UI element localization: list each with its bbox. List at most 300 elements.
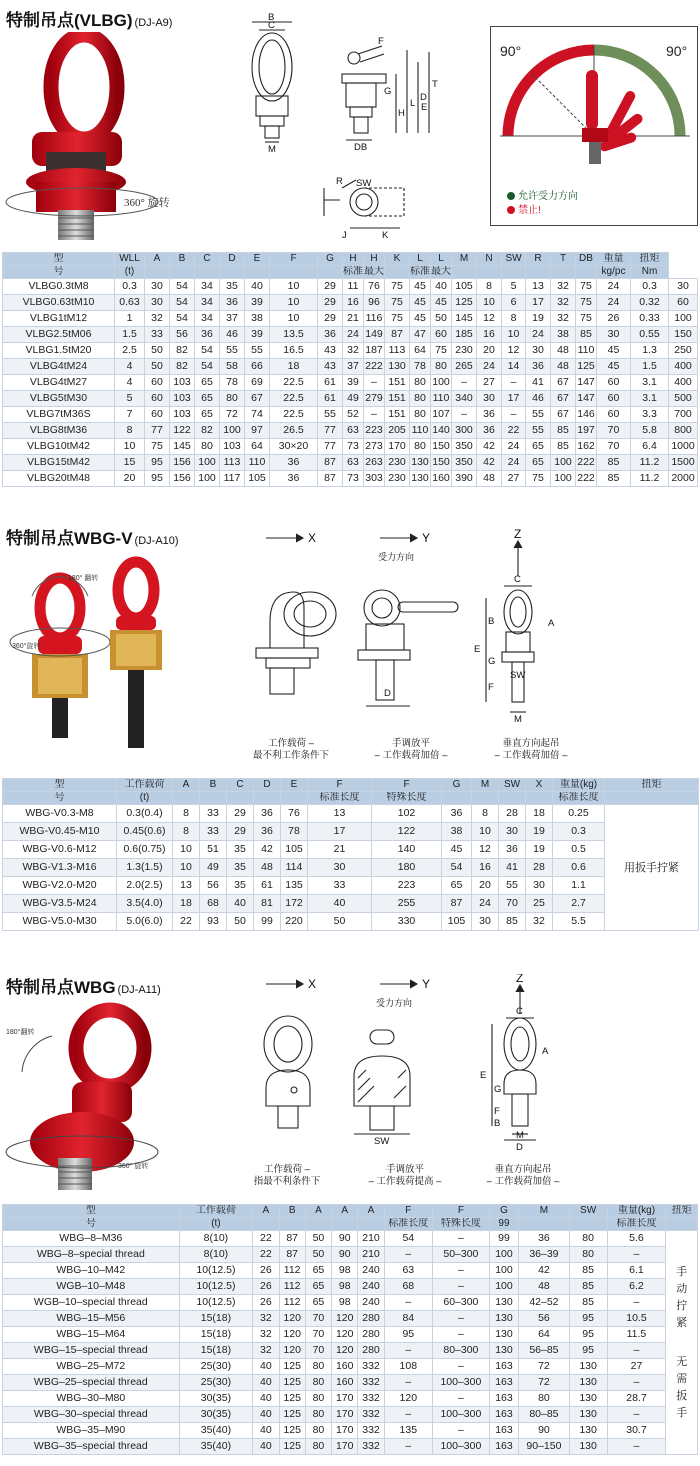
- table-cell: VLBG15tM42: [3, 455, 115, 471]
- table-cell: 24: [502, 455, 526, 471]
- header-cell: E: [245, 253, 270, 266]
- rotate-label: 360° 旋转: [124, 197, 170, 209]
- table-cell: 151: [385, 391, 410, 407]
- table-cell: 8: [472, 805, 499, 823]
- table-cell: 54: [195, 343, 220, 359]
- table-cell: 42: [477, 439, 502, 455]
- table-cell: 32: [551, 311, 576, 327]
- table-cell: 48: [551, 359, 576, 375]
- table-cell: 45: [431, 295, 452, 311]
- table-cell: 125: [279, 1359, 305, 1375]
- table-cell: 332: [358, 1375, 384, 1391]
- table-cell: 30: [669, 279, 698, 295]
- table-cell: 80–85: [519, 1407, 569, 1423]
- table-cell: 73: [343, 439, 364, 455]
- table-row: [3, 877, 699, 895]
- section3-code: (DJ-A11): [117, 984, 161, 996]
- table-cell: 36: [477, 407, 502, 423]
- table-cell: 56: [200, 877, 227, 895]
- table-row: [3, 859, 699, 877]
- table-cell: 3.3: [631, 407, 669, 423]
- table-cell: 55: [499, 877, 526, 895]
- table-cell: 130: [569, 1359, 607, 1375]
- table-cell: 56–85: [519, 1343, 569, 1359]
- table-cell: 40: [308, 895, 372, 913]
- table-cell: 29: [318, 279, 343, 295]
- header-subcell: [253, 1218, 279, 1231]
- table-cell: 22.5: [270, 375, 318, 391]
- table-cell: 110: [576, 343, 597, 359]
- dim-C: C: [268, 20, 275, 31]
- table-cell: 36: [442, 805, 472, 823]
- header-subcell: [452, 266, 477, 279]
- table-cell: WBG-V0.45-M10: [3, 823, 117, 841]
- table-row: [3, 359, 698, 375]
- table-row: [3, 1247, 698, 1263]
- table-cell: 85: [551, 423, 576, 439]
- table-cell: 265: [452, 359, 477, 375]
- dir2-x: X: [308, 531, 317, 545]
- table-cell: –: [433, 1327, 490, 1343]
- table-cell: 36: [499, 841, 526, 859]
- table-cell: VLBG10tM42: [3, 439, 115, 455]
- table-cell: 22.5: [270, 391, 318, 407]
- table-cell: 300: [452, 423, 477, 439]
- table-cell: 24: [343, 327, 364, 343]
- table-cell: 170: [385, 439, 410, 455]
- header-cell: 重量(kg): [553, 779, 605, 792]
- header-cell: A: [305, 1205, 331, 1218]
- table-cell: 99: [489, 1231, 518, 1247]
- table3-header-row2: [3, 1218, 698, 1231]
- table-cell: –: [433, 1279, 490, 1295]
- table-cell: 72: [220, 407, 245, 423]
- table-row: [3, 471, 698, 487]
- table-cell: 32: [253, 1327, 279, 1343]
- table-cell: 80: [569, 1247, 607, 1263]
- table-row: [3, 1231, 698, 1247]
- table-cell: 75: [385, 311, 410, 327]
- table-cell: 146: [576, 407, 597, 423]
- table-cell: 130: [385, 359, 410, 375]
- table-cell: 135: [281, 877, 308, 895]
- header-subcell: 99: [489, 1218, 518, 1231]
- table-cell: 1500: [669, 455, 698, 471]
- table-cell: 0.3: [553, 823, 605, 841]
- table-cell: VLBG20tM48: [3, 471, 115, 487]
- header-cell: 型: [3, 1205, 180, 1218]
- table-cell: 45: [597, 343, 631, 359]
- dim-R: R: [336, 176, 343, 187]
- table-cell: 205: [385, 423, 410, 439]
- table2-header-row1: [3, 779, 699, 792]
- table-cell: 240: [358, 1279, 384, 1295]
- table-cell: 30: [308, 859, 372, 877]
- table-cell: 147: [576, 391, 597, 407]
- table-cell: 17: [526, 295, 551, 311]
- table-cell: 80–300: [433, 1343, 490, 1359]
- table-cell: 210: [358, 1231, 384, 1247]
- table-cell: 84: [384, 1311, 432, 1327]
- table-cell: 10: [502, 327, 526, 343]
- table2-header-row2: [3, 792, 699, 805]
- table-cell: 10(12.5): [179, 1279, 253, 1295]
- table-row: [3, 311, 698, 327]
- table1-header-row1: [3, 253, 698, 266]
- table-cell: 255: [372, 895, 442, 913]
- table-row: [3, 1343, 698, 1359]
- table-cell: VLBG2.5tM06: [3, 327, 115, 343]
- table-cell: 125: [279, 1439, 305, 1455]
- dim2-F: F: [488, 682, 494, 693]
- table-cell: 54: [170, 295, 195, 311]
- table-cell: 145: [170, 439, 195, 455]
- table-cell: 54: [170, 279, 195, 295]
- table-cell: 85: [597, 471, 631, 487]
- table-cell: VLBG0.3tM8: [3, 279, 115, 295]
- header-cell: G: [442, 779, 472, 792]
- dim3-SW: SW: [374, 1136, 390, 1147]
- table-cell: 16: [343, 295, 364, 311]
- table-cell: 95: [569, 1311, 607, 1327]
- table-cell: 70: [597, 439, 631, 455]
- table-cell: 75: [385, 295, 410, 311]
- table-cell: 67: [245, 391, 270, 407]
- table-cell: 64: [519, 1327, 569, 1343]
- table-cell: 33: [145, 327, 170, 343]
- table-cell: –: [384, 1439, 432, 1455]
- table-cell: 98: [332, 1263, 358, 1279]
- table-cell: 35: [227, 841, 254, 859]
- table-cell: 130: [410, 455, 431, 471]
- table-cell: 100: [551, 471, 576, 487]
- table-cell: 5.6: [607, 1231, 666, 1247]
- table-cell: 24: [477, 359, 502, 375]
- table-cell: 47: [410, 327, 431, 343]
- dim3-G: G: [494, 1084, 502, 1095]
- header-subcell: [666, 1218, 698, 1231]
- table-cell: 6.2: [607, 1279, 666, 1295]
- table-cell: 20: [477, 343, 502, 359]
- table-cell: 42: [477, 455, 502, 471]
- header-cell: G: [318, 253, 343, 266]
- header-subcell: 号: [3, 266, 115, 279]
- dim3-E: E: [480, 1070, 487, 1081]
- table-cell: VLBG4tM27: [3, 375, 115, 391]
- table-cell: 19: [526, 311, 551, 327]
- header-cell: B: [279, 1205, 305, 1218]
- table-cell: 100–300: [433, 1407, 490, 1423]
- table-cell: 10: [173, 859, 200, 877]
- table-cell: 90: [332, 1247, 358, 1263]
- table-cell: 24: [526, 327, 551, 343]
- table-cell: WBG-V0.3-M8: [3, 805, 117, 823]
- table-cell: 10: [270, 295, 318, 311]
- vlbg-technical-drawing: [232, 12, 472, 240]
- table-cell: 60: [145, 375, 170, 391]
- table-cell: 20: [472, 877, 499, 895]
- table-cell: 116: [364, 311, 385, 327]
- table-cell: 85: [576, 327, 597, 343]
- table-cell: 40: [253, 1391, 279, 1407]
- section1-code: (DJ-A9): [134, 17, 173, 29]
- table-row: [3, 895, 699, 913]
- table-cell: 60: [597, 407, 631, 423]
- legend-allowed-dot: [507, 192, 515, 200]
- table-cell: 114: [281, 859, 308, 877]
- table-cell: 80: [305, 1375, 331, 1391]
- header-subcell: [305, 1218, 331, 1231]
- table-row: [3, 407, 698, 423]
- table-cell: 76: [364, 279, 385, 295]
- header-subcell: [195, 266, 220, 279]
- table-cell: 800: [669, 423, 698, 439]
- table-cell: 0.32: [631, 295, 669, 311]
- table-cell: 60: [145, 407, 170, 423]
- dim-H: H: [398, 108, 405, 119]
- table3-header-row1: [3, 1205, 698, 1218]
- table-cell: 117: [220, 471, 245, 487]
- table-row: [3, 391, 698, 407]
- table-cell: –: [384, 1375, 432, 1391]
- table-cell: 22: [253, 1231, 279, 1247]
- table-cell: 78: [220, 375, 245, 391]
- table-cell: 54: [170, 311, 195, 327]
- table-cell: 74: [245, 407, 270, 423]
- header-subcell: (t): [115, 266, 145, 279]
- table-cell: 45: [410, 295, 431, 311]
- header-subcell: [173, 792, 200, 805]
- table-cell: 11.2: [631, 455, 669, 471]
- header-subcell: [270, 266, 318, 279]
- header-subcell: [442, 792, 472, 805]
- table-cell: 30: [477, 391, 502, 407]
- table-cell: 240: [358, 1263, 384, 1279]
- table-cell: WGB–10–special thread: [3, 1295, 180, 1311]
- table-cell: 30(35): [179, 1407, 253, 1423]
- table-cell: 80: [569, 1231, 607, 1247]
- table-cell: 113: [220, 455, 245, 471]
- table-cell: 40: [253, 1439, 279, 1455]
- table-cell: 35: [227, 859, 254, 877]
- table-cell: 125: [279, 1423, 305, 1439]
- table-cell: 77: [145, 423, 170, 439]
- table-cell: WBG–30–special thread: [3, 1407, 180, 1423]
- table-cell: 350: [452, 455, 477, 471]
- table-cell: 0.6(0.75): [117, 841, 173, 859]
- table-cell: 26.5: [270, 423, 318, 439]
- table-row: [3, 1359, 698, 1375]
- dim-T: T: [432, 79, 438, 90]
- torque-note-cell: [666, 1231, 698, 1455]
- table-cell: 120: [279, 1311, 305, 1327]
- table-cell: 85: [569, 1295, 607, 1311]
- table-cell: 6: [502, 295, 526, 311]
- table-row: [3, 841, 699, 859]
- table-cell: 21: [343, 311, 364, 327]
- table-cell: 68: [384, 1279, 432, 1295]
- table-cell: 67: [551, 407, 576, 423]
- header-subcell: 最大: [431, 266, 451, 277]
- table-cell: 35: [227, 877, 254, 895]
- table-cell: –: [384, 1407, 432, 1423]
- dim2-D: D: [384, 688, 391, 699]
- table-cell: 10(12.5): [179, 1295, 253, 1311]
- table-cell: 90–150: [519, 1439, 569, 1455]
- table-cell: 4: [115, 375, 145, 391]
- table-cell: 340: [452, 391, 477, 407]
- table-cell: 1000: [669, 439, 698, 455]
- table-cell: 18: [173, 895, 200, 913]
- table-cell: 75: [385, 279, 410, 295]
- rot360-label: 360°旋转: [12, 643, 41, 650]
- table-cell: VLBG4tM24: [3, 359, 115, 375]
- table-cell: 54: [442, 859, 472, 877]
- table-cell: 55: [526, 423, 551, 439]
- table-cell: 223: [364, 423, 385, 439]
- table-cell: WBG–30–M80: [3, 1391, 180, 1407]
- header-subcell: 特殊长度: [433, 1218, 490, 1231]
- table-cell: 15(18): [179, 1327, 253, 1343]
- table-cell: –: [607, 1375, 666, 1391]
- section2-code: (DJ-A10): [134, 535, 179, 547]
- table-cell: VLBG7tM36S: [3, 407, 115, 423]
- table-row: [3, 439, 698, 455]
- table-cell: 45: [597, 359, 631, 375]
- table-cell: 130: [489, 1295, 518, 1311]
- table-cell: 100: [431, 375, 452, 391]
- table-cell: WGB–10–M48: [3, 1279, 180, 1295]
- table-cell: 13: [526, 279, 551, 295]
- table-cell: 85: [569, 1279, 607, 1295]
- table-cell: 15(18): [179, 1343, 253, 1359]
- table-cell: 85: [597, 455, 631, 471]
- table-cell: 100: [489, 1279, 518, 1295]
- dim-F: F: [378, 36, 384, 47]
- table-cell: 26: [597, 311, 631, 327]
- table-cell: 22: [173, 913, 200, 931]
- table-cell: 16.5: [270, 343, 318, 359]
- header-subcell: 标准长度: [308, 792, 372, 805]
- table-cell: 2.0(2.5): [117, 877, 173, 895]
- header-subcell: kg/pc: [597, 266, 631, 279]
- table-row: [3, 805, 699, 823]
- table-cell: 8: [115, 423, 145, 439]
- table-cell: 36: [195, 327, 220, 343]
- header-cell: C: [195, 253, 220, 266]
- header-cell: M: [472, 779, 499, 792]
- dim-G: G: [384, 86, 392, 97]
- table-cell: 85: [551, 439, 576, 455]
- table-cell: 1.3: [631, 343, 669, 359]
- wbg-product-image: [2, 1002, 202, 1198]
- table-cell: 22.5: [270, 407, 318, 423]
- table-cell: 330: [372, 913, 442, 931]
- caption2-left: [236, 738, 346, 762]
- table-cell: 120: [384, 1391, 432, 1407]
- header-cell: A: [253, 1205, 279, 1218]
- table-cell: 58: [220, 359, 245, 375]
- table-cell: –: [607, 1407, 666, 1423]
- table-cell: 273: [364, 439, 385, 455]
- table-cell: 120: [279, 1327, 305, 1343]
- table-cell: 61: [254, 877, 281, 895]
- table-cell: 29: [227, 805, 254, 823]
- table-cell: 70: [597, 423, 631, 439]
- table-cell: 112: [279, 1279, 305, 1295]
- table-cell: 26: [253, 1263, 279, 1279]
- table-cell: 230: [452, 343, 477, 359]
- table-cell: 125: [279, 1407, 305, 1423]
- table-cell: 50: [227, 913, 254, 931]
- table-cell: 34: [195, 295, 220, 311]
- table-cell: 29: [318, 311, 343, 327]
- table-cell: 103: [170, 391, 195, 407]
- table-cell: 160: [431, 471, 452, 487]
- header-subcell: 特殊长度: [372, 792, 442, 805]
- table-cell: 60: [145, 391, 170, 407]
- header-cell: A: [358, 1205, 384, 1218]
- table-cell: 26: [253, 1295, 279, 1311]
- header-subcell: [227, 792, 254, 805]
- table-cell: 50: [145, 343, 170, 359]
- table-row: [3, 455, 698, 471]
- table-cell: 78: [281, 823, 308, 841]
- header-cell: H: [364, 253, 385, 266]
- table-cell: 65: [526, 439, 551, 455]
- table-cell: 100–300: [433, 1375, 490, 1391]
- table-cell: 170: [332, 1439, 358, 1455]
- table-cell: 6.1: [607, 1263, 666, 1279]
- table-cell: 81: [254, 895, 281, 913]
- table-cell: 30.7: [607, 1423, 666, 1439]
- table-cell: 43: [318, 359, 343, 375]
- header-cell: N: [477, 253, 502, 266]
- header-cell: F: [308, 779, 372, 792]
- table-cell: 12: [502, 343, 526, 359]
- table-cell: 49: [343, 391, 364, 407]
- table-cell: 263: [364, 455, 385, 471]
- table-cell: 75: [145, 439, 170, 455]
- dim-DB: DB: [354, 142, 368, 153]
- table-cell: 25(30): [179, 1359, 253, 1375]
- table-cell: 0.3(0.4): [117, 805, 173, 823]
- dim2-C: C: [514, 574, 521, 585]
- table-cell: 20: [115, 471, 145, 487]
- table-cell: 36: [254, 823, 281, 841]
- table-cell: 10: [270, 279, 318, 295]
- table-cell: 39: [343, 375, 364, 391]
- table-cell: 19: [526, 841, 553, 859]
- table-cell: 36: [519, 1231, 569, 1247]
- table-cell: 223: [372, 877, 442, 895]
- table-cell: 48: [519, 1279, 569, 1295]
- table-cell: 2.5: [115, 343, 145, 359]
- table-cell: 187: [364, 343, 385, 359]
- table-cell: 105: [281, 841, 308, 859]
- table-row: [3, 1375, 698, 1391]
- table-cell: –: [433, 1391, 490, 1407]
- table-cell: 222: [576, 471, 597, 487]
- table-cell: 72: [519, 1375, 569, 1391]
- table-cell: 151: [385, 375, 410, 391]
- table-cell: 66: [245, 359, 270, 375]
- table-cell: 63: [384, 1263, 432, 1279]
- table-cell: 60: [597, 375, 631, 391]
- table-cell: 68: [200, 895, 227, 913]
- header-subcell: 号: [3, 1218, 180, 1231]
- header-subcell: [145, 266, 170, 279]
